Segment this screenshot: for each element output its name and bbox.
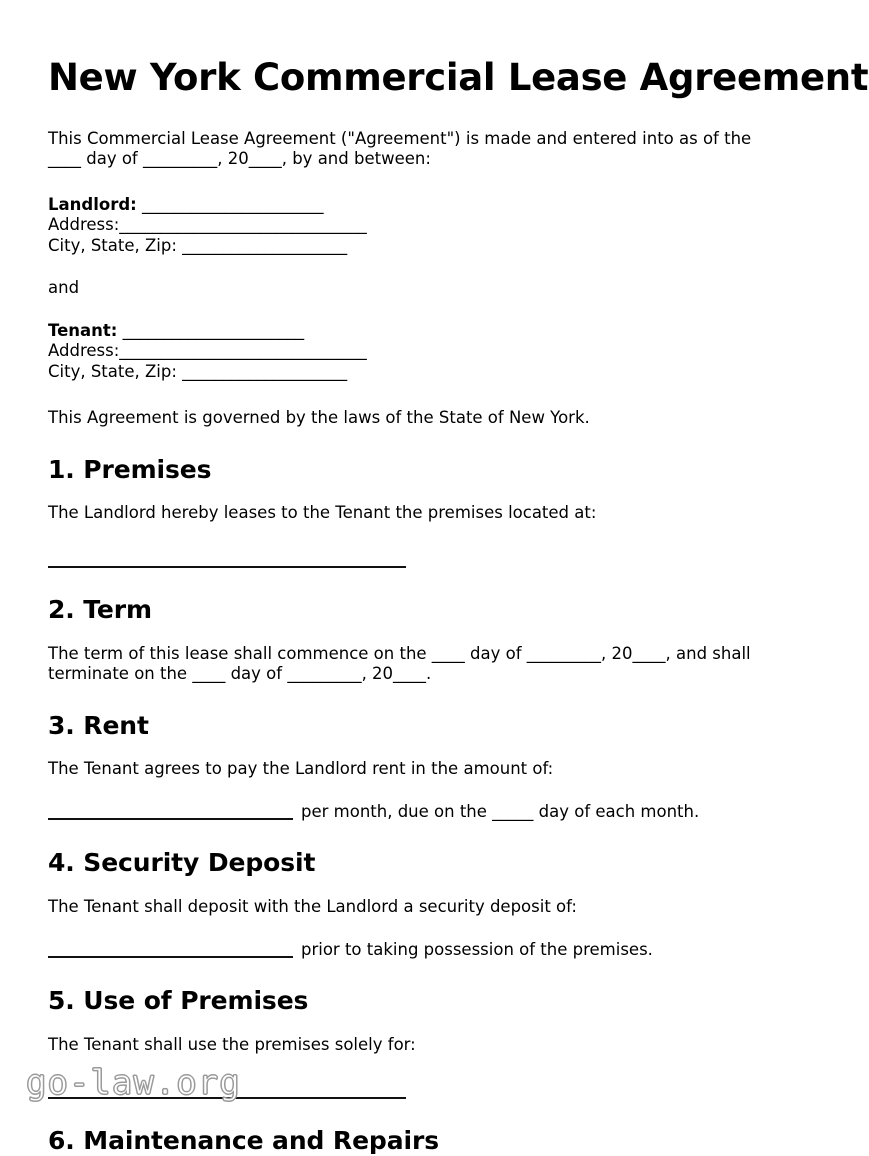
tenant-address-blank[interactable]: ______________________________ (119, 341, 367, 361)
tenant-city-state-zip-line (48, 362, 821, 383)
section-body-term: The term of this lease shall commence on the ____ day of _________, 20____, and shall terminate on the ____ day of _________, 20____. (48, 643, 751, 684)
landlord-address-label: Address: (48, 215, 120, 235)
document-content (48, 0, 869, 1156)
section-heading-security-deposit: 4. Security Deposit (48, 848, 316, 878)
section-body-premises: The Landlord hereby leases to the Tenant the premises located at: (48, 503, 597, 523)
security-deposit-fill-row (48, 940, 821, 961)
use-of-premises-fill-row (48, 1081, 821, 1100)
intro-paragraph: This Commercial Lease Agreement ("Agreement") is made and entered into as of the ____ day of _________, 20____, by and between: (48, 128, 752, 169)
section-body-security-deposit: The Tenant shall deposit with the Landlord a security deposit of: (48, 897, 577, 917)
section-heading-rent: 3. Rent (48, 710, 149, 740)
rent-fill-tail: per month, due on the _____ day of each month. (301, 801, 700, 821)
landlord-name-line (48, 195, 821, 216)
tenant-block (48, 321, 821, 383)
landlord-city-state-zip-label: City, State, Zip: (48, 235, 177, 255)
tenant-address-label: Address: (48, 341, 120, 361)
rent-amount-blank-field[interactable] (48, 818, 293, 820)
landlord-city-state-zip-line (48, 236, 821, 257)
security-deposit-fill-tail: prior to taking possession of the premises. (301, 939, 653, 959)
section-body-use-of-premises: The Tenant shall use the premises solely for: (48, 1034, 416, 1054)
security-deposit-blank-field[interactable] (48, 956, 293, 958)
tenant-address-line (48, 341, 821, 362)
page-title: New York Commercial Lease Agreement (48, 56, 869, 99)
tenant-name-line (48, 321, 821, 342)
tenant-city-state-zip-label: City, State, Zip: (48, 361, 177, 381)
use-of-premises-blank-field[interactable] (48, 1097, 406, 1099)
landlord-name-blank[interactable]: ______________________ (136, 194, 324, 214)
landlord-address-blank[interactable]: ______________________________ (119, 215, 367, 235)
section-heading-premises: 1. Premises (48, 454, 212, 484)
premises-fill-row (48, 550, 821, 569)
section-heading-term: 2. Term (48, 594, 152, 624)
parties-conjunction: and (48, 278, 80, 298)
tenant-name-blank[interactable]: ______________________ (117, 320, 305, 340)
rent-fill-row (48, 802, 821, 823)
tenant-label: Tenant: (48, 320, 118, 340)
premises-blank-field[interactable] (48, 566, 406, 568)
landlord-city-state-zip-blank[interactable]: ____________________ (176, 235, 348, 255)
section-heading-use-of-premises: 5. Use of Premises (48, 986, 309, 1016)
section-body-rent: The Tenant agrees to pay the Landlord rent in the amount of: (48, 759, 554, 779)
tenant-city-state-zip-blank[interactable]: ____________________ (176, 361, 348, 381)
landlord-block (48, 195, 821, 257)
watermark: go-law.org (26, 1063, 241, 1103)
landlord-label: Landlord: (48, 194, 137, 214)
section-heading-maintenance-and-repairs: 6. Maintenance and Repairs (48, 1126, 439, 1156)
governing-law-paragraph: This Agreement is governed by the laws of the State of New York. (48, 408, 590, 428)
landlord-address-line (48, 215, 821, 236)
